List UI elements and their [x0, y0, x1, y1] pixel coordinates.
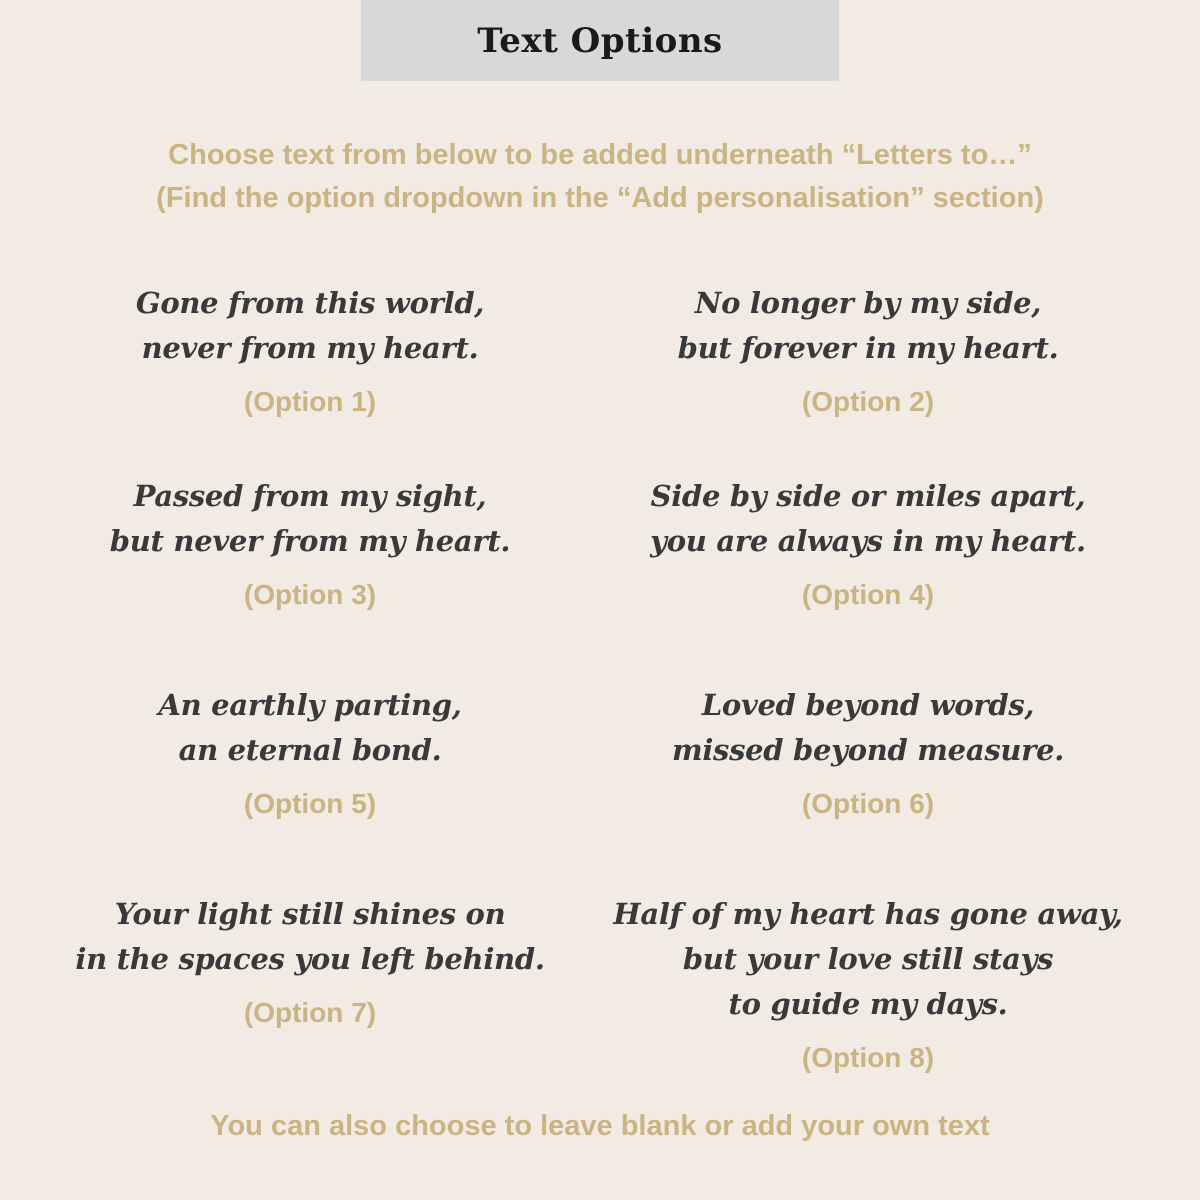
option-4-label: (Option 4) [801, 579, 935, 610]
option-4-quote: Side by side or miles apart, you are always in my heart. [650, 479, 1086, 558]
option-6 [588, 683, 1148, 821]
intro-line-2: (Find the option dropdown in the “Add personalisation” section) [156, 182, 1044, 214]
option-7 [30, 892, 590, 1030]
option-8 [588, 892, 1148, 1075]
intro-line-1: Choose text from below to be added underneath “Letters to…” [168, 139, 1032, 171]
option-6-quote: Loved beyond words, missed beyond measure. [671, 688, 1065, 767]
option-3-label: (Option 3) [243, 579, 377, 610]
option-5-label: (Option 5) [243, 788, 377, 819]
footer-note: You can also choose to leave blank or add your own text [210, 1110, 990, 1142]
page-title: Text Options [477, 20, 723, 61]
option-7-label: (Option 7) [243, 997, 377, 1028]
option-5-quote: An earthly parting, an eternal bond. [158, 688, 462, 767]
option-3-quote: Passed from my sight, but never from my heart. [109, 479, 511, 558]
option-2-quote: No longer by my side, but forever in my heart. [677, 286, 1059, 365]
intro-text [0, 134, 1200, 220]
option-1 [30, 281, 590, 419]
option-5 [30, 683, 590, 821]
option-8-quote: Half of my heart has gone away, but your love still stays to guide my days. [613, 897, 1123, 1021]
option-1-quote: Gone from this world, never from my heart. [135, 286, 485, 365]
option-4 [588, 474, 1148, 612]
option-2 [588, 281, 1148, 419]
option-7-quote: Your light still shines on in the spaces you left behind. [75, 897, 545, 976]
title-bar [361, 0, 839, 81]
option-6-label: (Option 6) [801, 788, 935, 819]
option-2-label: (Option 2) [801, 386, 935, 417]
option-3 [30, 474, 590, 612]
option-1-label: (Option 1) [243, 386, 377, 417]
option-8-label: (Option 8) [801, 1042, 935, 1073]
